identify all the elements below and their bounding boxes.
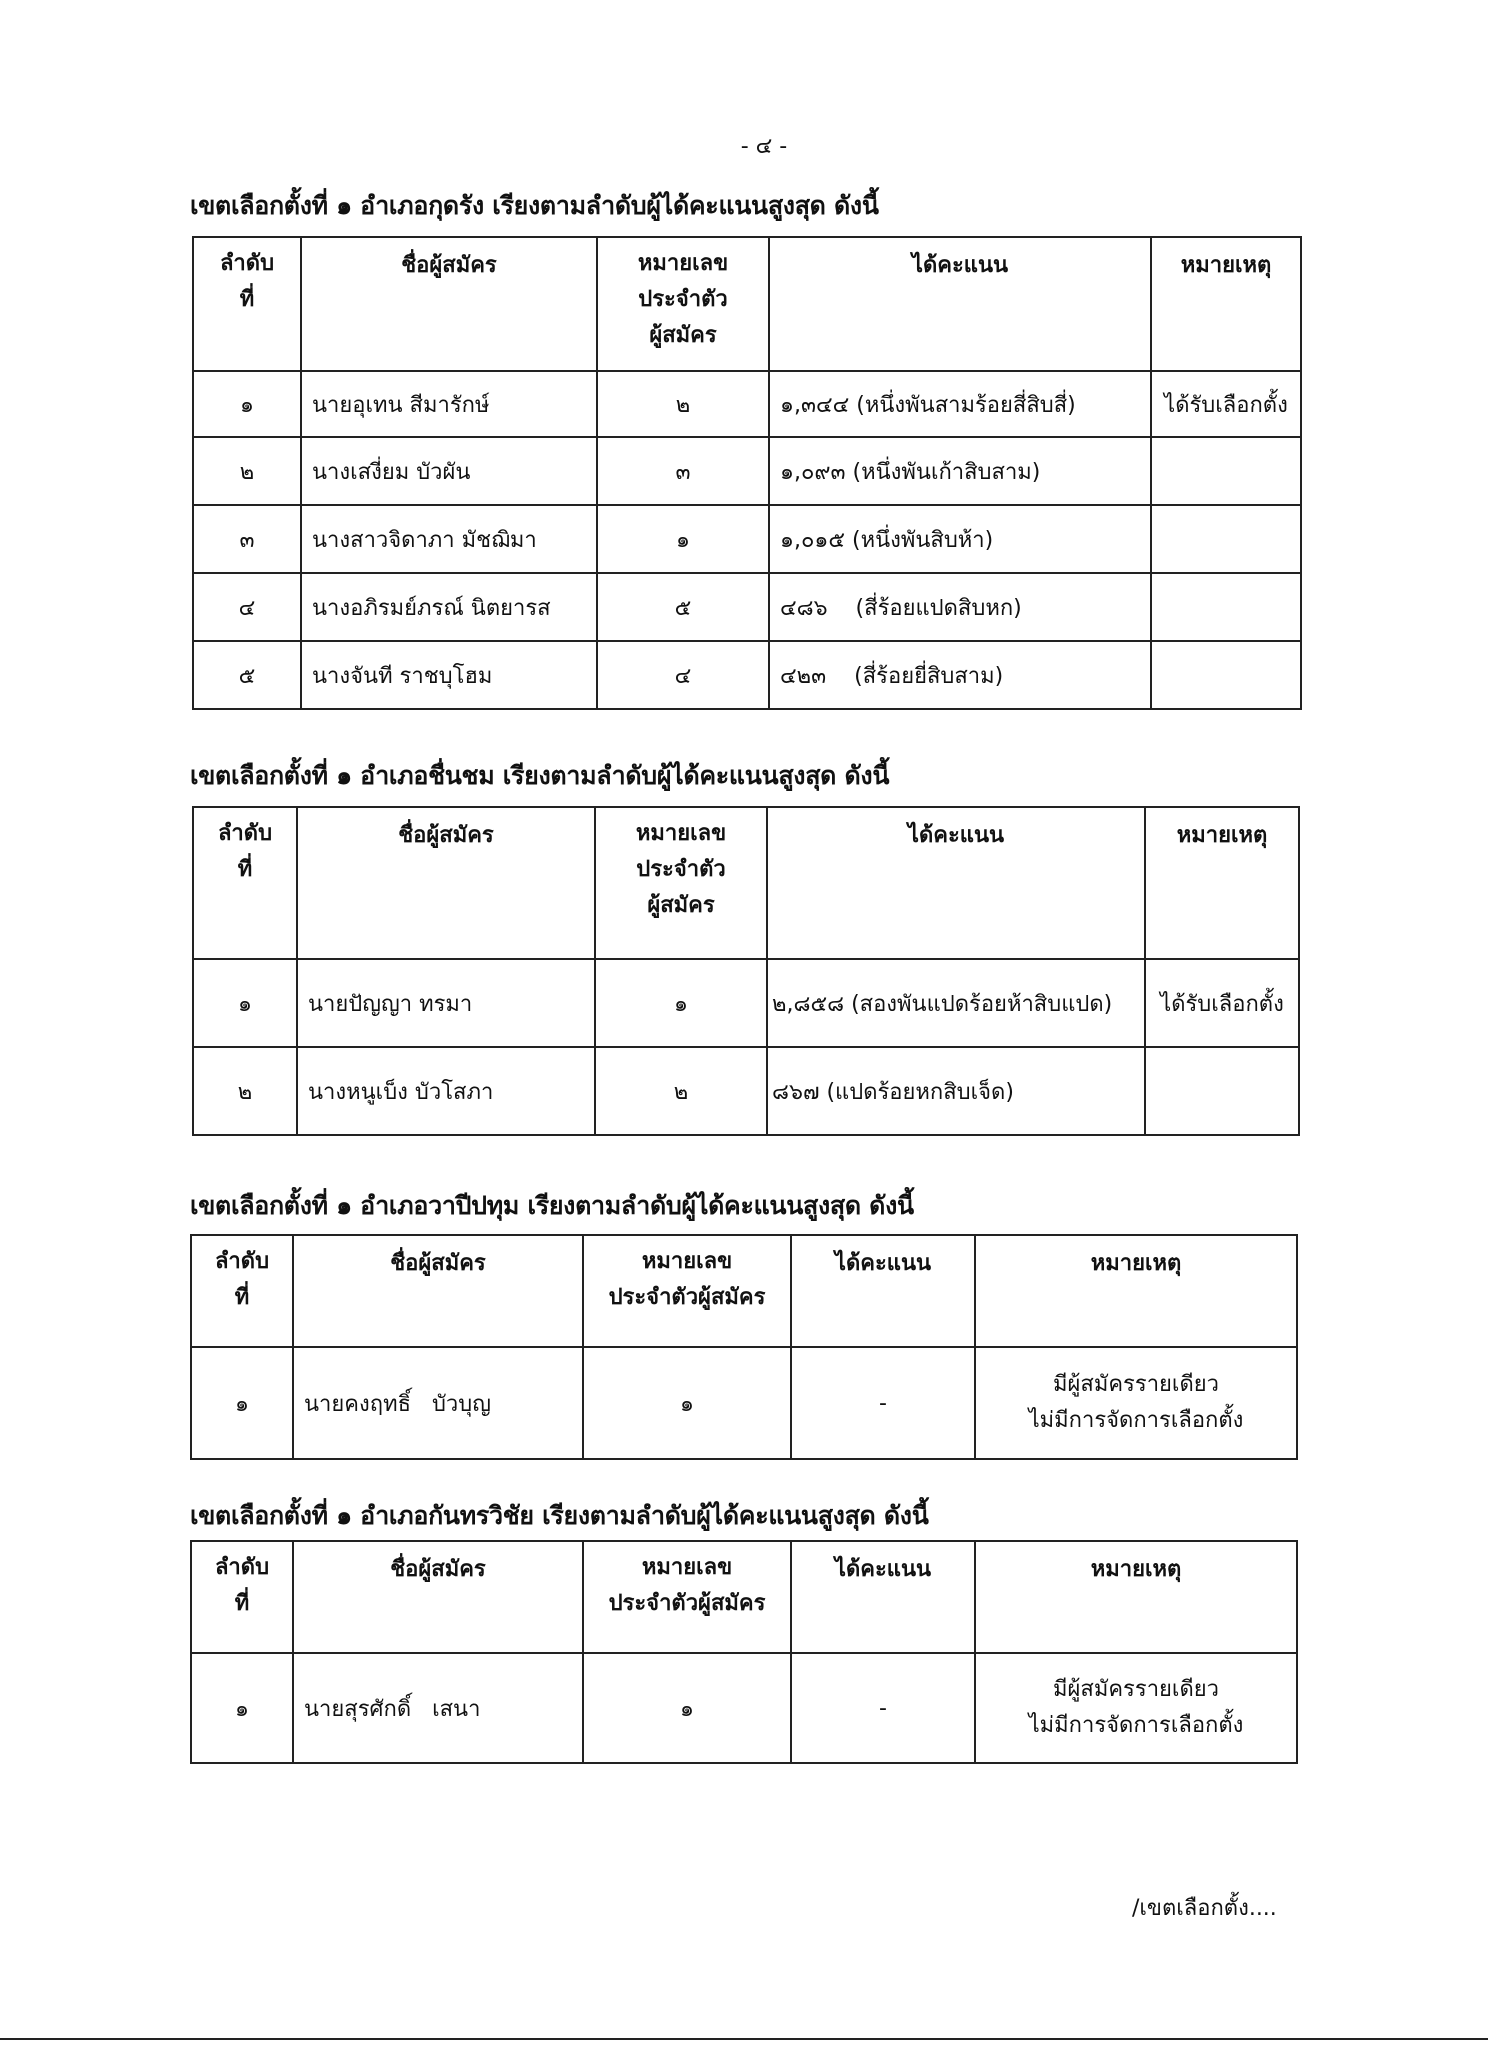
table-row xyxy=(193,371,1301,437)
cell-votes: ๒,๘๕๘ (สองพันแปดร้อยห้าสิบแปด) xyxy=(767,959,1145,1047)
header-remark: หมายเหตุ xyxy=(975,1541,1297,1653)
cell-rank: ๒ xyxy=(193,437,301,505)
cell-votes: ๔๘๖ (สี่ร้อยแปดสิบหก) xyxy=(769,573,1151,641)
header-votes: ได้คะแนน xyxy=(769,237,1151,371)
header-name: ชื่อผู้สมัคร xyxy=(293,1541,583,1653)
header-rank: ลำดับ ที่ xyxy=(193,237,301,371)
cell-votes: ๑,๓๔๔ (หนึ่งพันสามร้อยสี่สิบสี่) xyxy=(769,371,1151,437)
header-remark: หมายเหตุ xyxy=(1145,807,1299,959)
section-title-wapipathum: เขตเลือกตั้งที่ ๑ อำเภอวาปีปทุม เรียงตามลำดับผู้ได้คะแนนสูงสุด ดังนี้ xyxy=(190,1191,914,1220)
cell-votes: ๑,๐๙๓ (หนึ่งพันเก้าสิบสาม) xyxy=(769,437,1151,505)
cell-rank: ๓ xyxy=(193,505,301,573)
header-rank: ลำดับ ที่ xyxy=(191,1235,293,1347)
cell-rank: ๑ xyxy=(191,1347,293,1459)
cell-rank: ๑ xyxy=(193,959,297,1047)
header-remark: หมายเหตุ xyxy=(1151,237,1301,371)
cell-remark xyxy=(1151,573,1301,641)
table-row xyxy=(193,959,1299,1047)
cell-name: นายคงฤทธิ์ บัวบุญ xyxy=(293,1347,583,1459)
table-row xyxy=(193,573,1301,641)
header-votes: ได้คะแนน xyxy=(767,807,1145,959)
cell-name: นายปัญญา ทรมา xyxy=(297,959,595,1047)
header-name: ชื่อผู้สมัคร xyxy=(293,1235,583,1347)
cell-rank: ๒ xyxy=(193,1047,297,1135)
table-header-row xyxy=(193,807,1299,959)
cell-name: นางเสงี่ยม บัวผัน xyxy=(301,437,597,505)
cell-remark xyxy=(1151,641,1301,709)
table-row xyxy=(193,505,1301,573)
cell-id: ๔ xyxy=(597,641,769,709)
cell-votes: - xyxy=(791,1653,975,1763)
bottom-rule xyxy=(0,2038,1488,2040)
results-table-kantharawichai xyxy=(190,1540,1298,1764)
cell-remark xyxy=(975,1653,1297,1763)
header-rank: ลำดับ ที่ xyxy=(193,807,297,959)
header-id: หมายเลข ประจำตัว ผู้สมัคร xyxy=(597,237,769,371)
remark-line-2: ไม่มีการจัดการเลือกตั้ง xyxy=(1028,1408,1244,1433)
table-row xyxy=(193,1047,1299,1135)
section-title-chuenchom: เขตเลือกตั้งที่ ๑ อำเภอชื่นชม เรียงตามลำดับผู้ได้คะแนนสูงสุด ดังนี้ xyxy=(190,761,890,790)
table-header-row xyxy=(193,237,1301,371)
remark-line-1: มีผู้สมัครรายเดียว xyxy=(1053,1372,1219,1397)
cell-rank: ๑ xyxy=(191,1653,293,1763)
header-name: ชื่อผู้สมัคร xyxy=(297,807,595,959)
cell-remark xyxy=(1151,505,1301,573)
remark-line-1: มีผู้สมัครรายเดียว xyxy=(1053,1677,1219,1702)
cell-id: ๑ xyxy=(595,959,767,1047)
results-table-kudrang xyxy=(192,236,1302,710)
cell-id: ๑ xyxy=(597,505,769,573)
section-title-kudrang: เขตเลือกตั้งที่ ๑ อำเภอกุดรัง เรียงตามลำดับผู้ได้คะแนนสูงสุด ดังนี้ xyxy=(190,191,879,220)
cell-votes: ๑,๐๑๕ (หนึ่งพันสิบห้า) xyxy=(769,505,1151,573)
cell-id: ๑ xyxy=(583,1347,791,1459)
table-header-row xyxy=(191,1235,1297,1347)
cell-votes: ๔๒๓ (สี่ร้อยยี่สิบสาม) xyxy=(769,641,1151,709)
cell-name: นางอภิรมย์ภรณ์ นิตยารส xyxy=(301,573,597,641)
cell-remark: ได้รับเลือกตั้ง xyxy=(1145,959,1299,1047)
cell-id: ๒ xyxy=(595,1047,767,1135)
cell-rank: ๑ xyxy=(193,371,301,437)
header-id: หมายเลข ประจำตัว ผู้สมัคร xyxy=(595,807,767,959)
cell-rank: ๕ xyxy=(193,641,301,709)
cell-remark xyxy=(1151,437,1301,505)
header-id: หมายเลข ประจำตัวผู้สมัคร xyxy=(583,1541,791,1653)
cell-name: นางจันที ราชบุโฮม xyxy=(301,641,597,709)
cell-votes: - xyxy=(791,1347,975,1459)
cell-remark xyxy=(975,1347,1297,1459)
section-title-kantharawichai: เขตเลือกตั้งที่ ๑ อำเภอกันทรวิชัย เรียงตามลำดับผู้ได้คะแนนสูงสุด ดังนี้ xyxy=(190,1501,929,1530)
cell-remark: ได้รับเลือกตั้ง xyxy=(1151,371,1301,437)
cell-name: นางหนูเบ็ง บัวโสภา xyxy=(297,1047,595,1135)
cell-id: ๒ xyxy=(597,371,769,437)
table-row xyxy=(193,641,1301,709)
cell-id: ๓ xyxy=(597,437,769,505)
cell-id: ๑ xyxy=(583,1653,791,1763)
cell-votes: ๘๖๗ (แปดร้อยหกสิบเจ็ด) xyxy=(767,1047,1145,1135)
remark-line-2: ไม่มีการจัดการเลือกตั้ง xyxy=(1028,1713,1244,1738)
table-row xyxy=(191,1653,1297,1763)
header-votes: ได้คะแนน xyxy=(791,1541,975,1653)
table-row xyxy=(193,437,1301,505)
table-header-row xyxy=(191,1541,1297,1653)
cell-name: นายสุรศักดิ์ เสนา xyxy=(293,1653,583,1763)
cell-name: นางสาวจิดาภา มัชฌิมา xyxy=(301,505,597,573)
page-number: - ๔ - xyxy=(740,134,788,159)
cell-id: ๕ xyxy=(597,573,769,641)
cell-rank: ๔ xyxy=(193,573,301,641)
header-votes: ได้คะแนน xyxy=(791,1235,975,1347)
results-table-wapipathum xyxy=(190,1234,1298,1460)
cell-remark xyxy=(1145,1047,1299,1135)
table-row xyxy=(191,1347,1297,1459)
header-remark: หมายเหตุ xyxy=(975,1235,1297,1347)
continuation-note: /เขตเลือกตั้ง.... xyxy=(1132,1896,1277,1921)
results-table-chuenchom xyxy=(192,806,1300,1136)
header-name: ชื่อผู้สมัคร xyxy=(301,237,597,371)
header-rank: ลำดับ ที่ xyxy=(191,1541,293,1653)
cell-name: นายอุเทน สีมารักษ์ xyxy=(301,371,597,437)
header-id: หมายเลข ประจำตัวผู้สมัคร xyxy=(583,1235,791,1347)
